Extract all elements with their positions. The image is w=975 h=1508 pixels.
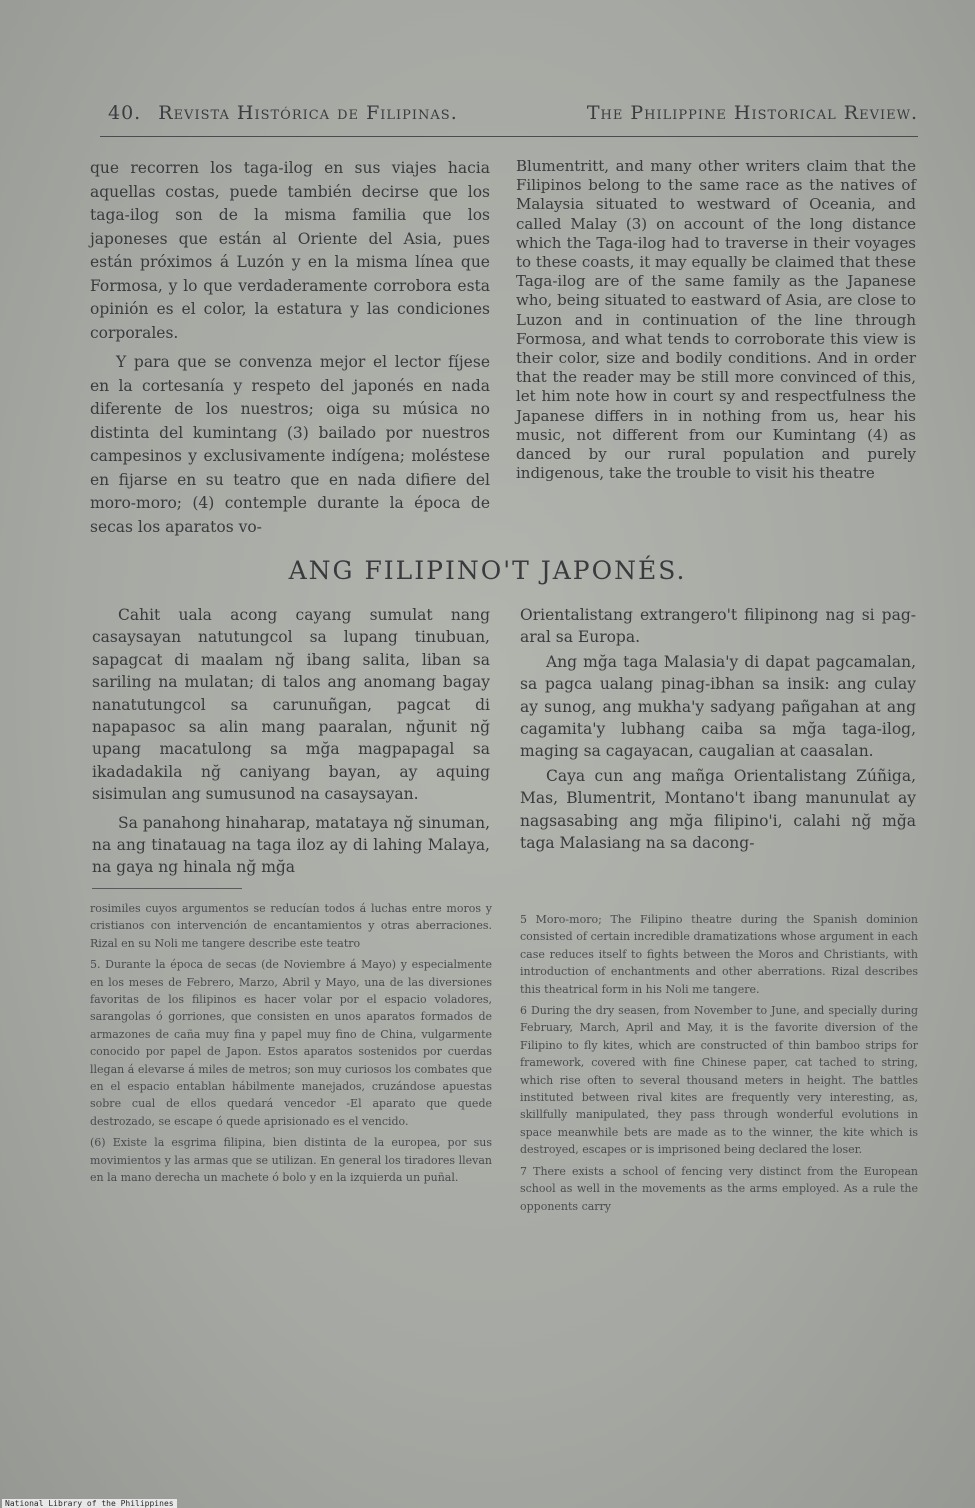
spanish-paragraph-1: que recorren los taga-ilog en sus viajes hacia aquellas costas, puede también decirse que los taga-ilog son de la misma familia que los japoneses que están al Oriente del Asia, pues están próximos á Luzón y en la misma línea que Formosa, y lo que verdaderamente corrobora esta opinión es el color, la estatura y las condiciones corporales. — [90, 159, 490, 342]
header-rule — [100, 136, 918, 137]
library-credit: National Library of the Philippines — [2, 1499, 177, 1508]
footnote: 6 During the dry seasen, from November to June, and specially during February, March, April and May, it is the favorite diversion of the Filipino to fly kites, which are constructed of thin bamboo strips for framework, covered with fine Chinese paper, cat tached to string, which rise often to several thousand meters in height. The battles instituted between rival kites are frequently very interesting, as, skillfully manipulated, they pass through wonderful evolutions in space meanwhile bets are made as to the winner, the kite which is destroyed, escapes or is imprisoned being declared the loser. — [520, 1004, 918, 1157]
english-paragraph: Blumentritt, and many other writers claim that the Filipinos belong to the same race as the natives of Malaysia situated to westward of Oceania, and called Malay (3) on account of the long distance which the Taga-ilog had to traverse in their voyages to these coasts, it may equally be claimed that these Taga-ilog are of the same family as the Japanese who, being situated to eastward of Asia, are close to Luzon and in continuation of the line through Formosa, and what tends to corroborate this view is their color, size and bodily conditions. And in order that the reader may be still more convinced of this, let him note how in court sy and respectfulness the Japanese differs in in nothing from us, hear his music, not different from our Kumintang (4) as danced by our rural population and purely indigenous, take the trouble to visit his theatre — [516, 157, 916, 483]
spanish-paragraph-2: Y para que se convenza mejor el lector fíjese en la cortesanía y respeto del japonés en nada diferente de los nuestros; oiga su música no distinta del kumintang (3) bailado por nuestros campesinos y exclusivamente indígena; moléstese en fijarse en su teatro que en nada difiere del moro-moro; (4) contemple durante la época de secas los aparatos vo- — [90, 353, 490, 536]
english-column — [516, 157, 916, 483]
running-header — [108, 102, 918, 134]
footnote: 7 There exists a school of fencing very distinct from the European school as well in the movements as the arms employed. As a rule the opponents carry — [520, 1164, 918, 1213]
header-left — [108, 102, 458, 124]
footnotes-spanish — [90, 900, 492, 1191]
footnote: 5. Durante la época de secas (de Noviembre á Mayo) y especialmente en los meses de Febrero, Marzo, Abril y Mayo, una de las diversiones favoritas de los filipinos es hacer volar por el espacio voladores, sarangolas ó gorriones, que consisten en unos aparatos formados de armazones de caña muy fina y papel muy fino de China, vulgarmente conocido por papel de Japon. Estos aparatos sostenidos por cuerdas llegan á elevarse á miles de metros; son muy curiosos los combates que en el espacio entablan hábilmente manejados, cruzándose apuestas sobre cual de ellos quedará vencedor -El aparato que quede destrozado, se escape ó quede aprisionado es el vencido. — [90, 958, 492, 1128]
section-title: ANG FILIPINO'T JAPONÉS. — [288, 556, 687, 585]
spanish-column — [90, 157, 490, 539]
tagalog-paragraph-4: Ang mğa taga Malasia'y di dapat pagcamalan, sa pagca ualang pinag-ibhan sa insik: ang culay ay sunog, ang mukha'y sadyang pañgahan at ang cagamita'y lubhang caiba sa mğa taga-ilog, maging sa cagayacan, caugalian at caasalan. — [520, 652, 916, 761]
header-english-title: The Philippine Historical Review. — [586, 102, 918, 124]
footnote: 5 Moro-moro; The Filipino theatre during the Spanish dominion consisted of certain incredible dramatizations whose argument in each case reduces itself to fights between the Moros and Christiants, with introduction of enchantments and other aberrations. Rizal describes this theatrical form in his Noli me tangere. — [520, 913, 918, 996]
tagalog-paragraph-1: Cahit uala acong cayang sumulat nang casaysayan natutungcol sa lupang tinubuan, sapagcat di maalam nğ ibang salita, liban sa sariling na mulatan; di talos ang anomang bagay nanatutungcol sa carunuñgan, pagcat di napapasoc sa alin mang paaralan, nğunit nğ upang macatulong sa mğa magpapagal sa ikadadakila nğ caniyang bayan, ay aquing sisimulan ang sumusunod na casaysayan. — [92, 606, 490, 804]
footnote-rule — [92, 888, 242, 889]
page-number: 40. — [108, 102, 142, 124]
footnotes-english — [520, 911, 918, 1219]
header-spanish-title: Revista Histórica de Filipinas. — [158, 102, 458, 124]
footnote: rosimiles cuyos argumentos se reducían todos á luchas entre moros y cristianos con intervención de encantamientos y otras aberraciones. Rizal en su Noli me tangere describe este teatro — [90, 902, 492, 950]
footnote: (6) Existe la esgrima filipina, bien distinta de la europea, por sus movimientos y las armas que se utilizan. En general los tiradores llevan en la mano derecha un machete ó bolo y en la izquierda un puñal. — [90, 1136, 492, 1185]
tagalog-right-column — [520, 604, 916, 854]
tagalog-paragraph-5: Caya cun ang mañga Orientalistang Zúñiga, Mas, Blumentrit, Montano't ibang manunulat ay nagsasabing ang mğa filipino'i, calahi nğ mğa taga Malasiang na sa dacong- — [520, 766, 916, 853]
tagalog-paragraph-2: Sa panahong hinaharap, matataya nğ sinuman, na ang tinatauag na taga iloz ay di lahing Malaya, na gaya ng hinala nğ mğa — [92, 813, 490, 877]
tagalog-paragraph-3: Orientalistang extrangero't filipinong nag si pag-aral sa Europa. — [520, 606, 916, 647]
tagalog-left-column — [92, 604, 490, 879]
